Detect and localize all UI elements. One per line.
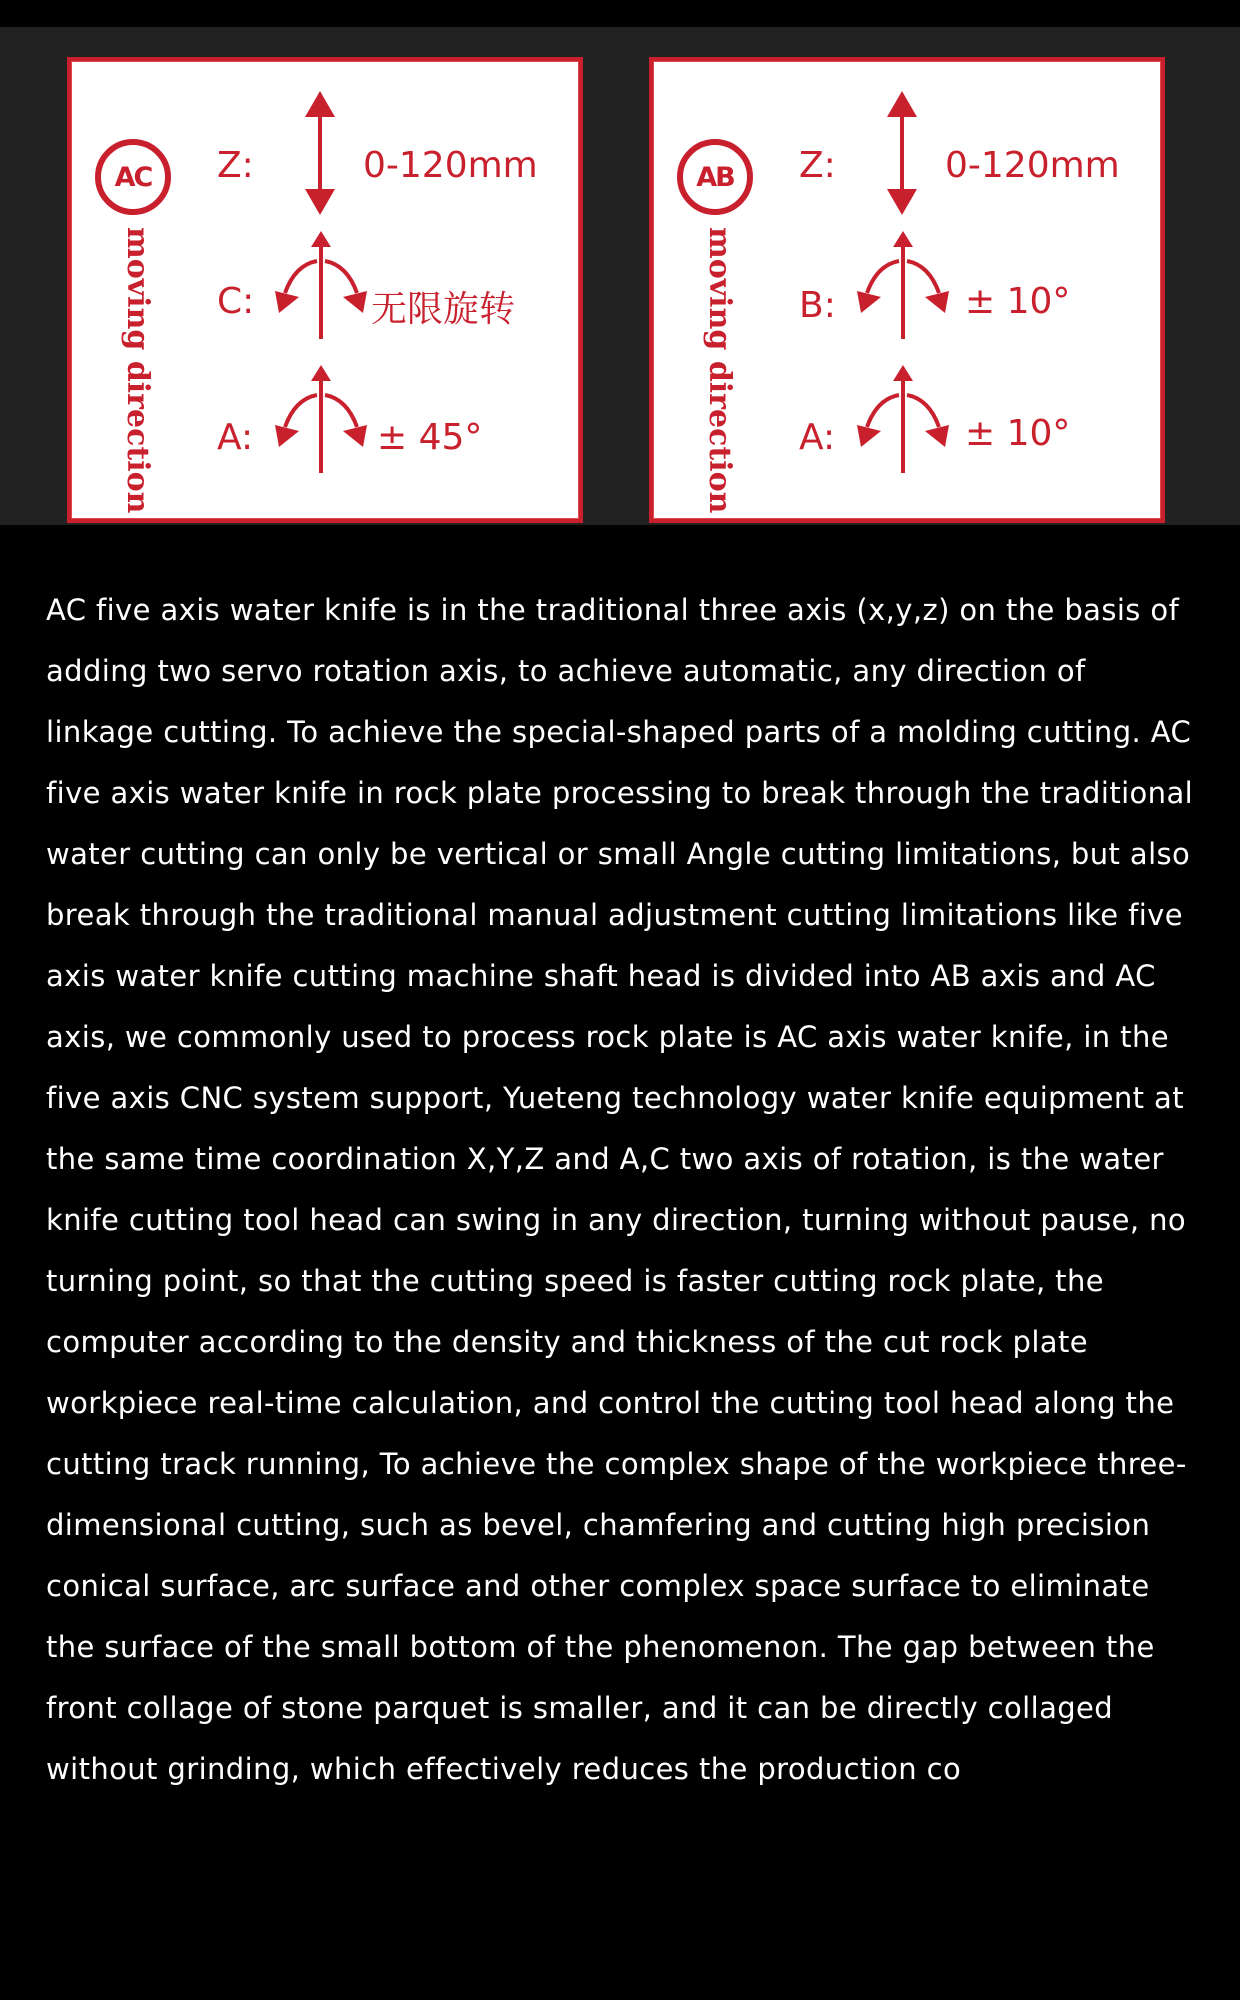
rotation-arrows-icon [843,231,963,341]
badge-label: AC [114,161,152,193]
axis-value-c: 无限旋转 [371,289,516,330]
vertical-double-arrow-icon [879,91,925,215]
vertical-double-arrow-icon [297,91,343,215]
ac-axis-panel [67,57,583,523]
top-bar [0,0,1240,27]
axis-type-badge [677,139,753,215]
rotation-arrows-icon [261,365,381,475]
axis-label-a: A: [799,417,836,458]
axis-label-a: A: [217,417,254,458]
rotation-arrows-icon [843,365,963,475]
axis-label-z: Z: [217,145,254,186]
axis-value-z: 0-120mm [363,145,538,186]
badge-label: AB [696,161,734,193]
moving-direction-label: moving direction [702,227,737,514]
ab-axis-panel [649,57,1165,523]
axis-label-c: C: [217,281,255,322]
rotation-arrows-icon [261,231,381,341]
axis-label-z: Z: [799,145,836,186]
axis-value-a: ± 10° [965,413,1071,454]
axis-label-b: B: [799,285,836,326]
axis-value-b: ± 10° [965,281,1071,322]
description-paragraph: AC five axis water knife is in the traditional three axis (x,y,z) on the basis of adding two servo rotation axis, to achieve automatic, any direction of linkage cutting. To achieve the special-shaped parts of a molding cutting. AC five axis water knife in rock plate processing to break through the traditional water cutting can only be vertical or small Angle cutting limitations, but also break through the traditional manual adjustment cutting limitations like five axis water knife cutting machine shaft head is divided into AB axis and AC axis, we commonly used to process rock plate is AC axis water knife, in the five axis CNC system support, Yueteng technology water knife equipment at the same time coordination X,Y,Z and A,C two axis of rotation, is the water knife cutting tool head can swing in any direction, turning without pause, no turning point, so that the cutting speed is faster cutting rock plate, the computer according to the density and thickness of the cut rock plate workpiece real-time calculation, and control the cutting tool head along the cutting track running, To achieve the complex shape of the workpiece three-dimensional cutting, such as bevel, chamfering and cutting high precision conical surface, arc surface and other complex space surface to eliminate the surface of the small bottom of the phenomenon. The gap between the front collage of stone parquet is smaller, and it can be directly collaged without grinding, which effectively reduces the production co [46,593,1194,1786]
axis-value-a: ± 45° [377,417,483,458]
moving-direction-label: moving direction [120,227,155,514]
axis-type-badge [95,139,171,215]
axis-value-z: 0-120mm [945,145,1120,186]
